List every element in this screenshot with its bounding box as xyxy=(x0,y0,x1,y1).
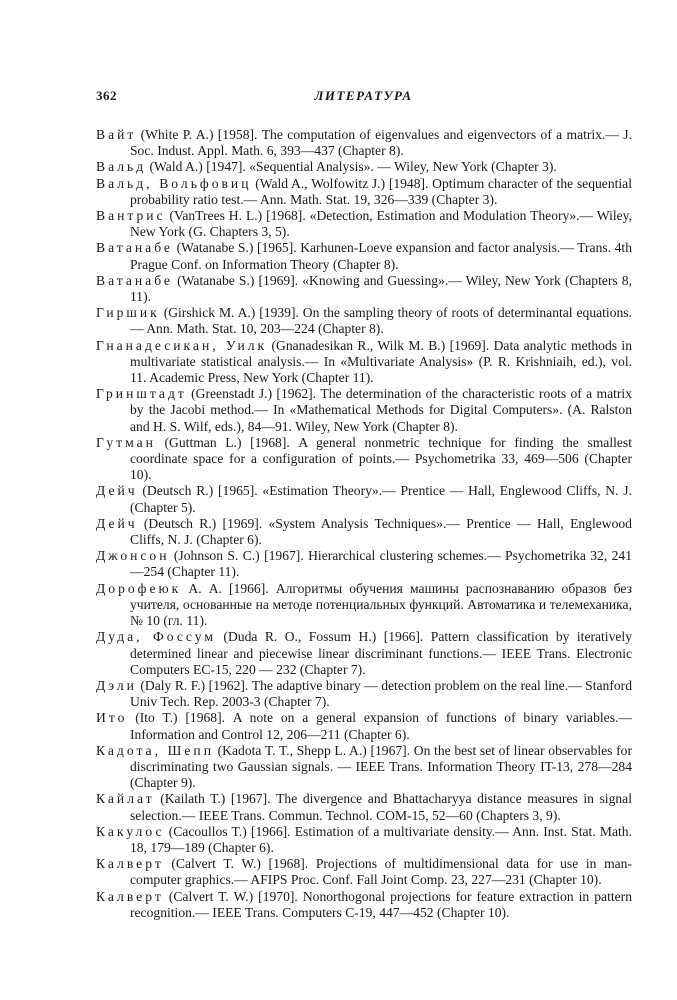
reference-entry xyxy=(96,208,632,240)
reference-text: (Wald A.) [1947]. «Sequential Analysis». — Wiley, New York (Chapter 3). xyxy=(149,159,557,175)
reference-text: (Deutsch R.) [1969]. «System Analysis Techniques».— Prentice — Hall, Englewood Cliffs, N. J. (Chapter 6). xyxy=(130,515,632,548)
page-header xyxy=(96,88,631,108)
reference-author: Гнанадесикан, Уилк xyxy=(96,337,268,353)
reference-author: Дуда, Фоссум xyxy=(96,629,216,645)
reference-author: Вальд, Вольфовиц xyxy=(96,175,252,191)
reference-entry xyxy=(96,791,632,823)
reference-entry xyxy=(96,435,632,484)
reference-author: Дорофеюк xyxy=(96,580,182,596)
reference-text: (Duda R. O., Fossum H.) [1966]. Pattern classification by iteratively determined linear and piecewise linear discriminant functions.— IEEE Trans. Electronic Computers EC-15, 220 — 232 (Chapter 7). xyxy=(130,629,632,677)
reference-author: Ватанабе xyxy=(96,240,173,256)
reference-entry xyxy=(96,743,632,792)
reference-author: Дэли xyxy=(96,677,137,693)
reference-author: Вайт xyxy=(96,127,137,142)
reference-text: (Ito T.) [1968]. A note on a general expansion of functions of binary variables.— Information and Control 12, 206—211 (Chapter 6). xyxy=(130,710,632,742)
reference-author: Джонсон xyxy=(96,548,170,564)
reference-text: (Guttman L.) [1968]. A general nonmetric technique for finding the smallest coordinate space for a configuration of points.— Psychometrika 33, 469—506 (Chapter 10). xyxy=(130,434,632,483)
reference-author: Ито xyxy=(96,710,128,726)
reference-entry xyxy=(96,240,632,272)
reference-entry xyxy=(96,127,632,159)
page-number: 362 xyxy=(96,88,117,103)
reference-author: Гринштадт xyxy=(96,386,187,402)
reference-text: (Wald A., Wolfowitz J.) [1948]. Optimum character of the sequential probability ratio test.— Ann. Math. Stat. 19, 326—339 (Chapter 3). xyxy=(130,175,632,207)
reference-author: Гутман xyxy=(96,434,156,450)
reference-author: Ватанабе xyxy=(96,272,173,288)
reference-entry xyxy=(96,305,632,337)
reference-author: Дейч xyxy=(96,515,138,531)
reference-entry xyxy=(96,581,632,630)
reference-text: (Cacoullos T.) [1966]. Estimation of a multivariate density.— Ann. Inst. Stat. Math. 18, 179—189 (Chapter 6). xyxy=(130,823,632,855)
reference-text: (Kadota T. T., Shepp L. A.) [1967]. On the best set of linear observables for discriminating two Gaussian signals. — IEEE Trans. Information Theory IT-13, 278—284 (Chapter 9). xyxy=(130,742,632,791)
reference-text: (Deutsch R.) [1965]. «Estimation Theory».— Prentice — Hall, Englewood Cliffs, N. J. (Chapter 5). xyxy=(130,483,632,515)
reference-text: (Watanabe S.) [1965]. Karhunen-Loeve expansion and factor analysis.— Trans. 4th Prague Conf. on Information Theory (Chapter 8). xyxy=(130,240,633,272)
reference-author: Кадота, Шепп xyxy=(96,742,214,758)
reference-text: (Gnanadesikan R., Wilk M. B.) [1969]. Data analytic methods in multivariate statistical analysis.— In «Multivariate Analysis» (P. R. Krishniaih, ed.), vol. 11. Academic Press, New York (Chapter 11). xyxy=(130,337,633,386)
reference-entry xyxy=(96,548,632,580)
reference-entry xyxy=(96,678,632,710)
reference-entry xyxy=(96,516,632,548)
reference-author: Какулос xyxy=(96,823,165,839)
reference-author: Вальд xyxy=(96,159,147,175)
reference-author: Гиршик xyxy=(96,305,160,321)
reference-entry xyxy=(96,629,632,678)
reference-author: Дейч xyxy=(96,483,138,499)
reference-entry xyxy=(96,824,632,856)
reference-text: (Calvert T. W.) [1970]. Nonorthogonal projections for feature extraction in pattern recognition.— IEEE Trans. Computers C-19, 447—452 (Chapter 10). xyxy=(130,888,632,920)
running-title: ЛИТЕРАТУРА xyxy=(314,88,413,103)
reference-entry xyxy=(96,176,632,208)
reference-entry xyxy=(96,386,632,435)
reference-entry xyxy=(96,889,632,921)
reference-entry xyxy=(96,483,632,515)
reference-entry xyxy=(96,338,632,387)
reference-text: (Calvert T. W.) [1968]. Projections of multidimensional data for use in man-computer graphics.— AFIPS Proc. Conf. Fall Joint Comp. 23, 227—231 (Chapter 10). xyxy=(130,856,632,888)
reference-author: Калверт xyxy=(96,888,164,904)
reference-entry xyxy=(96,710,632,742)
reference-author: Кайлат xyxy=(96,791,155,807)
reference-entry xyxy=(96,273,632,305)
reference-text: (White P. A.) [1958]. The computation of eigenvalues and eigenvectors of a matrix.— J. Soc. Indust. Appl. Math. 6, 393—437 (Chapter 8). xyxy=(130,127,632,159)
reference-list xyxy=(96,127,632,921)
reference-entry xyxy=(96,159,632,175)
reference-text: (VanTrees H. L.) [1968]. «Detection, Estimation and Modulation Theory».— Wiley, New York (G. Chapters 3, 5). xyxy=(130,208,632,240)
reference-text: (Girshick M. A.) [1939]. On the sampling theory of roots of determinantal equations.— Ann. Math. Stat. 10, 203—224 (Chapter 8). xyxy=(130,305,632,337)
reference-entry xyxy=(96,856,632,888)
reference-text: (Greenstadt J.) [1962]. The determination of the characteristic roots of a matrix by the Jacobi method.— In «Mathematical Methods for Digital Computers». (A. Ralston and H. S. Wilf, eds.), 84—91. Wiley, New York (Chapter 8). xyxy=(130,386,632,434)
reference-author: Вантрис xyxy=(96,208,166,224)
reference-text: (Johnson S. C.) [1967]. Hierarchical clustering schemes.— Psychometrika 32, 241—254 (Chapter 11). xyxy=(130,548,632,580)
reference-text: (Watanabe S.) [1969]. «Knowing and Guessing».— Wiley, New York (Chapters 8, 11). xyxy=(130,272,632,305)
reference-text: А. А. [1966]. Алгоритмы обучения машины распознаванию образов без учителя, основанные на методе потенциальных функций. Автоматика и телемеханика, № 10 (гл. 11). xyxy=(130,580,632,629)
reference-text: (Kailath T.) [1967]. The divergence and Bhattacharyya distance measures in signal selection.— IEEE Trans. Commun. Technol. COM-15, 52—60 (Chapters 3, 9). xyxy=(130,791,632,823)
reference-text: (Daly R. F.) [1962]. The adaptive binary — detection problem on the real line.— Stanford Univ Tech. Rep. 2003-3 (Chapter 7). xyxy=(130,677,632,710)
reference-author: Калверт xyxy=(96,856,164,872)
